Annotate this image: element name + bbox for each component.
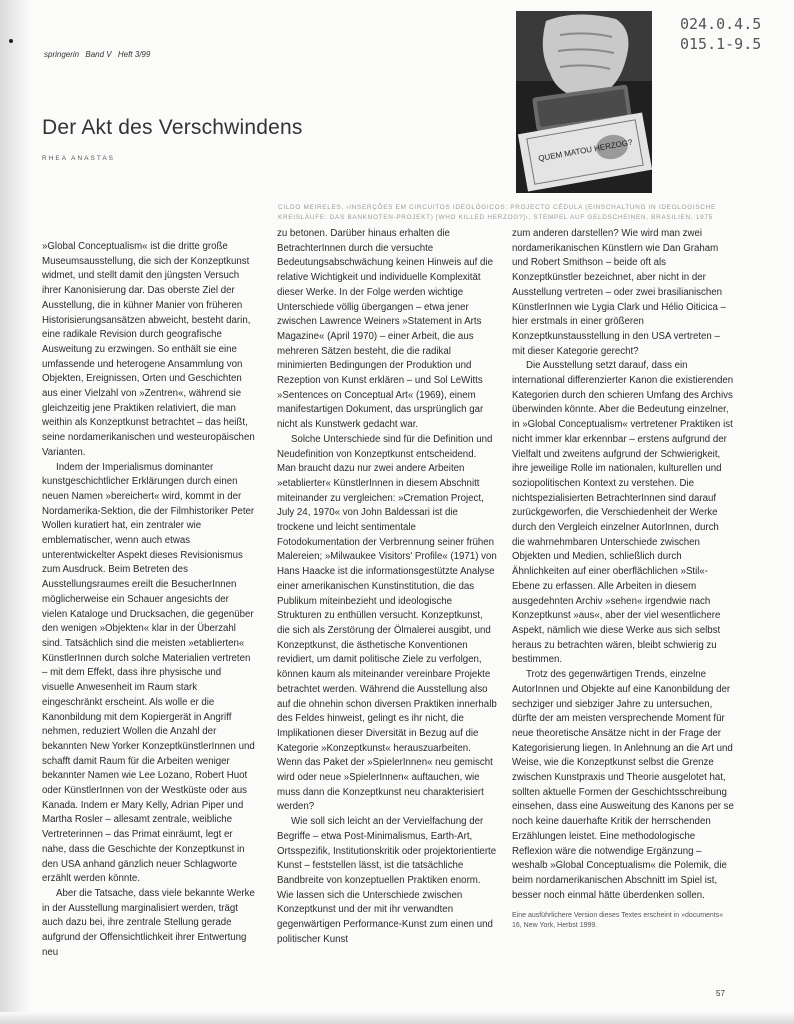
annotation-line-1: 024.0.4.5 (680, 15, 762, 33)
journal-volume: Band V (85, 50, 112, 59)
article-author: RHEA ANASTAS (42, 155, 116, 162)
paragraph: Indem der Imperialismus dominanter kunstgeschichtlicher Erklärungen durch einen neuen Namen »bereichert« wird, kommt in der Nordamerika-Sektion, die der Filmhistoriker Peter Wollen kuratiert hat, ein zentraler wie emblematischer, wenn auch etwas unterentwickelter Aspekt dieses Revisionismus zum Ausdruck. Beim Betreten des Ausstellungsraumes ereilt die BesucherInnen möglicherweise ein Schauer angesichts der vielen Kataloge und Drucksachen, die gegenüber den wenigen »Objekten« klar in der Überzahl sind. Tatsächlich sind die meisten »etablierten« KünstlerInnen durch solche Materialien vertreten – mit dem Effekt, dass ihre physische und visuelle Anwesenheit im Raum stark eingeschränkt erscheint. Als wolle er die Kanonbildung mit dem Kopiergerät in Angriff nehmen, reduziert Wollen die Anzahl der bekannten New Yorker KonzeptkünstlerInnen und schafft damit Raum für die Arbeiten weniger bekannter Namen wie Lee Lozano, Robert Huot oder KünstlerInnen von der Westküste oder aus Kanada. Indem er Mary Kelly, Adrian Piper und Martha Rosler – allesamt zentrale, weibliche Vertreterinnen – das Primat einräumt, legt er nahe, dass die Geschichte der Konzeptkunst in den USA anhand gänzlich neuer Schlagworte erzählt werden könnte. (42, 461, 255, 885)
page-number: 57 (716, 989, 725, 998)
paragraph: »Global Conceptualism« ist die dritte große Museumsausstellung, die sich der Konzeptkunst widmet, und stellt damit den jüngsten Versuch ihrer Kanonisierung dar. Das oberste Ziel der Ausstellung, die in kühner Manier von früheren Historisierungsansätzen abweicht, besteht darin, eine radikale Revision durch geografische Ausweitung zu erzwingen. So enthält sie eine umfassende und heterogene Ansammlung von Objekten, Ereignissen, Orten und Geschichten aus einer Vielzahl von »Zentren«, während sie gleichzeitig jene Praktiken relativiert, die man weithin als Konzeptkunst betrachtet – das heißt, seine nordamerikanischen und westeuropäischen Varianten. (42, 241, 255, 458)
margin-dot (9, 39, 13, 43)
paragraph: zu betonen. Darüber hinaus erhalten die BetrachterInnen durch die versuchte Bedeutungsabschwächung keinen Hinweis auf die relative Wichtigkeit und individuelle Komplexität dieser Werke. In der Folge werden wichtige Unterschiede völlig übergangen – etwa jener zwischen Lawrence Weiners »Statement in Arts Magazine« (April 1970) – einer Arbeit, die aus mehreren Sätzen besteht, die die radikal minimierten Bedingungen der Produktion und Rezeption von Kunst erklären – und Sol LeWitts »Sentences on Conceptual Art« (1969), einem manifestartigen Dokument, das ursprünglich gar nicht als Kunstwerk gedacht war. (277, 228, 493, 431)
paragraph: Trotz des gegenwärtigen Trends, einzelne AutorInnen und Objekte auf eine Kanonbildung der sechziger und siebziger Jahre zu untersuchen, dürfte der am meisten versprechende Moment für neue theoretische Ansätze nicht in der Frage der Kategorisierung liegen. In Anlehnung an die Art und Weise, wie die Konzeptkunst selbst die Grenze zwischen Kunstpraxis und Theorie ausgelotet hat, sollten aktuelle Formen der Geschichtsschreibung einsehen, dass eine Ausweitung des Kanons per se noch keine dauerhafte Kritik der herrschenden Erzählungen leistet. Eine methodologische Reflexion wäre die notwendige Ergänzung – weshalb »Global Conceptualism« die Polemik, die beim nordamerikanischen Abschnitt im Spiel ist, besser noch einmal hätte überdenken sollen. (512, 669, 734, 901)
artwork-photo (516, 11, 652, 193)
text-column-3 (512, 227, 734, 931)
article-title: Der Akt des Verschwindens (42, 116, 303, 139)
journal-header (44, 50, 154, 59)
paragraph: Die Ausstellung setzt darauf, dass ein international differenzierter Kanon die existierenden Kategorien durch den schieren Umfang des Archivs überwinden könnte. Aber die Bedeutung einzelner, in »Global Conceptualism« vertretener Praktiken ist nicht immer klar erkennbar – erstens aufgrund der Vielfalt und zweitens aufgrund der Schwierigkeit, ihre jeweilige Rolle im nationalen, kulturellen und soziopolitischen Kontext zu verstehen. Die nichtspezialisierten BetrachterInnen sind darauf zurückgeworfen, die Verschiedenheit der Werke durch den Vergleich einzelner AutorInnen, durch die wahrnehmbaren Unterschiede zwischen Objekten und Medien, schließlich durch Ähnlichkeiten auf einer oberflächlichen »Stil«-Ebene zu erfassen. Alle Arbeiten in diesem ausgedehnten Archiv »sehen« irgendwie nach Konzeptkunst »aus«, aber der viel wesentlichere Aspekt, nämlich wie diese Werke aus sich selbst heraus zu betrachten wären, bleibt schwierig zu bestimmen. (512, 360, 734, 666)
paragraph: Wie soll sich leicht an der Vervielfachung der Begriffe – etwa Post-Minimalismus, Earth-Art, Ortsspezifik, Institutionskritik oder projektorientierte Kunst – feststellen lässt, ist die tatsächliche Bandbreite von konzeptuellen Praktiken enorm. Wie lassen sich die Unterschiede zwischen Konzeptkunst und der mit ihr verwandten gegenwärtigen Performance-Kunst zum einen und politischer Kunst (277, 816, 497, 945)
photo-caption: CILDO MEIRELES, ›INSERÇÕES EM CIRCUITOS IDEOLÓGICOS: PROJECTO CÉDULA (EINSCHALTUNG IN IDEOLOGISCHE KREISLÄUFE: DAS BANKNOTEN-PROJEKT) [WHO KILLED HERZOG?]‹, STEMPEL AUF GELDSCHEINEN, BRASILIEN, 1975 (278, 204, 716, 221)
paragraph: zum anderen darstellen? Wie wird man zwei nordamerikanischen Künstlern wie Dan Graham und Robert Smithson – beide oft als Konzeptkünstler bezeichnet, aber nicht in der Ausstellung vertreten – oder zwei brasilianischen KünstlerInnen wie Lygia Clark und Hélio Oiticica – hier erstmals in einer größeren Konzeptkunstausstellung in den USA vertreten – mit dieser Kategorie gerecht? (512, 228, 726, 357)
handwritten-annotation (680, 14, 790, 54)
banknote-text: QUEM MATOU HERZOG? (537, 137, 634, 164)
paragraph: Solche Unterschiede sind für die Definition und Neudefinition von Konzeptkunst entscheidend. Man braucht dazu nur zwei andere Arbeiten »etablierter« KünstlerInnen in diesem Abschnitt miteinander zu vergleichen: »Cremation Project, July 24, 1970« von John Baldessari ist die trockene und leicht sentimentale Fotodokumentation der Verbrennung seiner frühen Malereien; »Milwaukee Visitors' Profile« (1971) von Hans Haacke ist die informationsgestützte Analyse einer amerikanischen Kunstinstitution, die das Publikum miteinbezieht und ideologische Strukturen zu enthüllen versucht. Konzeptkunst, die sich als Zerstörung der Ölmalerei ausgibt, und Konzeptkunst, die ästhetische Konventionen revidiert, um damit politische Ziele zu verfolgen, können kaum als miteinander vereinbare Projekte betrachtet werden. Während die Ausstellung also auf die ohnehin schon diversen Praktiken innerhalb des Feldes hinweist, gelingt es ihr nicht, die Implikationen dieser Diversität in Bezug auf die Kategorie »Konzeptkunst« herauszuarbeiten. Wenn das Paket der »SpielerInnen« neu gemischt wird oder neue »SpielerInnen« auftauchen, wie muss dann die Konzeptkunst neu charakterisiert werden? (277, 433, 497, 813)
text-column-2 (277, 227, 497, 947)
binding-gutter (0, 0, 30, 1024)
footnote: Eine ausführlichere Version dieses Textes erscheint in »documents« 16, New York, Herbst 1999. (512, 912, 724, 930)
paragraph: Aber die Tatsache, dass viele bekannte Werke in der Ausstellung marginalisiert werden, trägt auch dazu bei, ihre zentrale Stellung gerade aufgrund der Offensichtlichkeit ihrer Entwertung neu (42, 887, 255, 958)
journal-issue: Heft 3/99 (117, 50, 151, 59)
page-bottom-edge (0, 1012, 794, 1024)
annotation-line-2: 015.1-9.5 (680, 35, 762, 53)
journal-name: springerin (44, 50, 80, 59)
text-column-1 (42, 240, 255, 960)
